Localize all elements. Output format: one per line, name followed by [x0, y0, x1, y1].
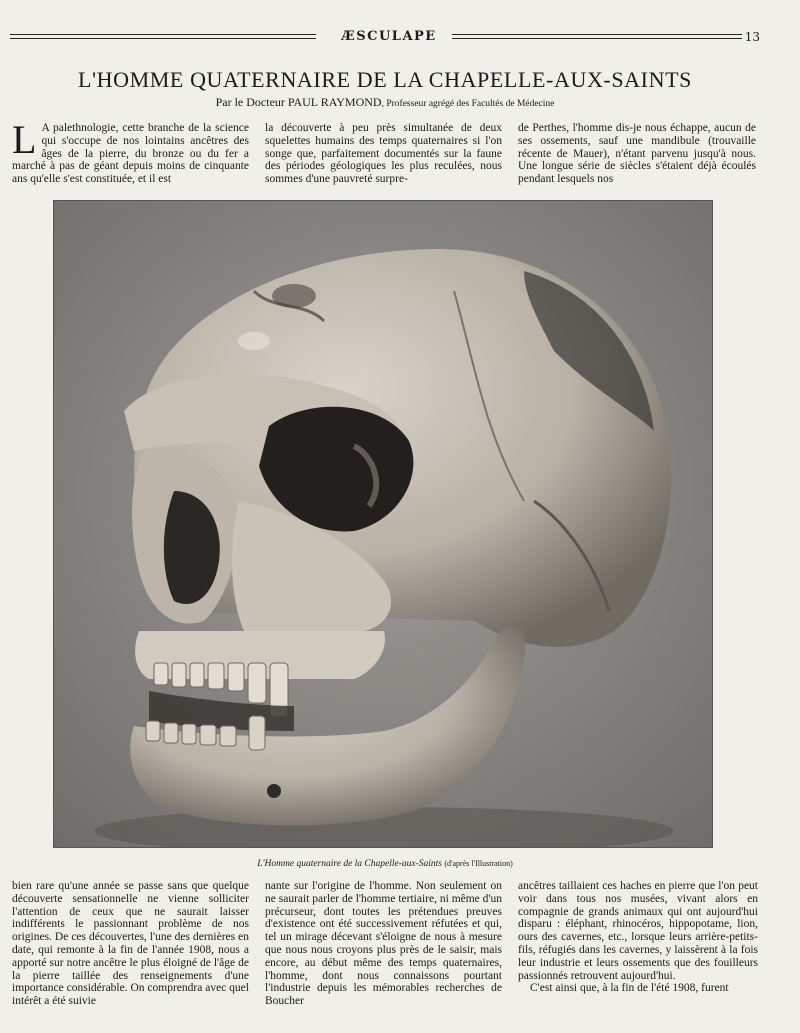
paragraph-text: ancêtres taillaient ces haches en pierre que l'on peut voir dans tous nos musées, vivant alors en compagnie de grands animaux qui ont aujourd'hui disparu : éléphant, rhinocéros, hippopotame, lion, ours des cavernes, etc., lorsque leurs arrière-petits-fils, réfugiés dans les cavernes, y laissèrent à la fois leur industrie et leurs ossements que des fouilleurs passionnés retrouvent aujourd'hui. [518, 880, 758, 982]
skull-photograph [53, 200, 713, 848]
drop-cap: L [12, 117, 37, 162]
column-1-bottom [12, 880, 249, 1008]
page-header [10, 29, 760, 47]
byline [0, 95, 770, 111]
column-2-top [265, 122, 502, 186]
header-rule-right [452, 34, 742, 39]
page-number: 13 [744, 30, 760, 44]
caption-text: L'Homme quaternaire de la Chapelle-aux-Saints [257, 859, 442, 869]
figure-caption [0, 858, 770, 870]
paragraph-text: A palethnologie, cette branche de la science qui s'occupe de nos lointains ancêtres des âges de la pierre, du bronze ou du fer a marché à pas de géant depuis moins de cinquante ans qu'elle s'est constituée, et il est [12, 122, 249, 186]
article-title: L'HOMME QUATERNAIRE DE LA CHAPELLE-AUX-SAINTS [78, 67, 692, 92]
author-name: PAUL RAYMOND [287, 95, 382, 109]
paragraph-text: C'est ainsi que, à la fin de l'été 1908, furent [530, 982, 729, 995]
paragraph-text: nante sur l'origine de l'homme. Non seulement on ne saurait parler de l'homme tertiaire, ni même d'un précurseur, dont toutes les prétendues preuves d'existence ont été successivement réfutées et qui, tel un mirage décevant s'éloigne de nous à mesure que nous nous croyons plus près de le saisir, mais encore, au début même des temps quaternaires, l'homme, dont nous connaissons pourtant l'industrie depuis les mémorables recherches de Boucher [265, 880, 502, 1008]
column-1-top [12, 117, 249, 186]
column-2-bottom [265, 880, 502, 1008]
author-title: , Professeur agrégé des Facultés de Médecine [381, 99, 555, 109]
column-3-bottom [518, 880, 758, 995]
column-3-top [518, 122, 756, 186]
byline-prefix: Par le Docteur [215, 95, 285, 109]
journal-title: ÆSCULAPE [341, 29, 437, 44]
header-rule-left [10, 34, 316, 39]
paragraph-text: de Perthes, l'homme dis-je nous échappe, aucun de ses ossements, sauf une mandibule (trouvaille récente de Mauer), n'étant parvenu jusqu'à nous. Une longue série de siècles s'étaient déjà écoulés pendant lesquels nos [518, 122, 756, 186]
paragraph-text: la découverte à peu près simultanée de deux squelettes humains des temps quaternaires si l'on songe que, parfaitement documentés sur la faune des périodes géologiques les plus reculées, nous sommes d'une pauvreté surpre- [265, 122, 502, 186]
paragraph-text: bien rare qu'une année se passe sans que quelque découverte sensationnelle ne vienne solliciter l'attention de ceux que ne saurait laisser indifférents le passionnant problème de nos origines. De ces découvertes, l'une des dernières en date, qui remonte à la fin de l'année 1908, nous a apporté sur notre ancêtre le plus éloigné de l'âge de la pierre taillée des renseignements d'une importance considérable. On comprendra avec quel intérêt a été suivie [12, 880, 249, 1008]
skull-illustration [54, 201, 713, 848]
caption-source: (d'après l'Illustration) [444, 859, 513, 868]
